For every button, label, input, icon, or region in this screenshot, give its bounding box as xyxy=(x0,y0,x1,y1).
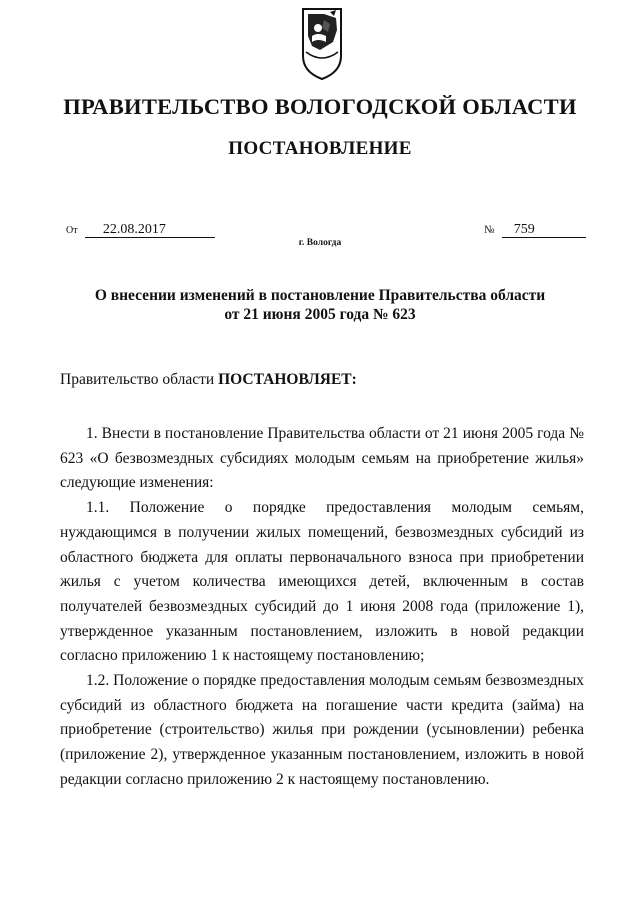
subject-line-2: от 21 июня 2005 года № 623 xyxy=(224,306,416,323)
document-number: 759 xyxy=(502,222,586,238)
number-row xyxy=(484,221,586,238)
city: г. Вологда xyxy=(298,238,342,248)
preamble-keyword: ПОСТАНОВЛЯЕТ: xyxy=(218,371,357,388)
document-date: 22.08.2017 xyxy=(85,222,215,238)
date-row xyxy=(66,221,215,238)
paragraph-1-2: 1.2. Положение о порядке предоставления молодым семьям безвозмездных субсидий из областного бюджета на погашение части кредита (займа) на приобретение (строительство) жилья при рождении (усыновлении) ребенка (приложение 2), утвержденное указанным постановлением, изложить в новой редакции согласно приложению 2 к настоящему постановлению. xyxy=(60,672,584,788)
date-prefix: От xyxy=(66,225,78,236)
document-body xyxy=(60,422,584,793)
paragraph-1-1: 1.1. Положение о порядке предоставления молодым семьям, нуждающимся в получении жилых помещений, безвозмездных субсидий из областного бюджета для оплаты первоначального взноса при приобретении жилья с учетом количества имеющихся детей, включенным в состав получателей безвозмездных субсидий до 1 июня 2008 года (приложение 1), утвержденное указанным постановлением, изложить в новой редакции согласно приложению 1 к настоящему постановлению; xyxy=(60,499,584,665)
preamble-text: Правительство области xyxy=(60,371,215,388)
vologda-coat-of-arms-icon xyxy=(300,6,344,82)
document-type: ПОСТАНОВЛЕНИЕ xyxy=(228,138,412,159)
document-subject xyxy=(60,286,580,324)
number-prefix: № xyxy=(484,224,495,236)
subject-line-1: О внесении изменений в постановление Правительства области xyxy=(94,287,546,304)
preamble xyxy=(60,371,357,389)
paragraph-1: 1. Внести в постановление Правительства области от 21 июня 2005 года № 623 «О безвозмездных субсидиях молодым семьям на приобретение жилья» следующие изменения: xyxy=(60,425,584,492)
organization-title: ПРАВИТЕЛЬСТВО ВОЛОГОДСКОЙ ОБЛАСТИ xyxy=(63,94,577,119)
